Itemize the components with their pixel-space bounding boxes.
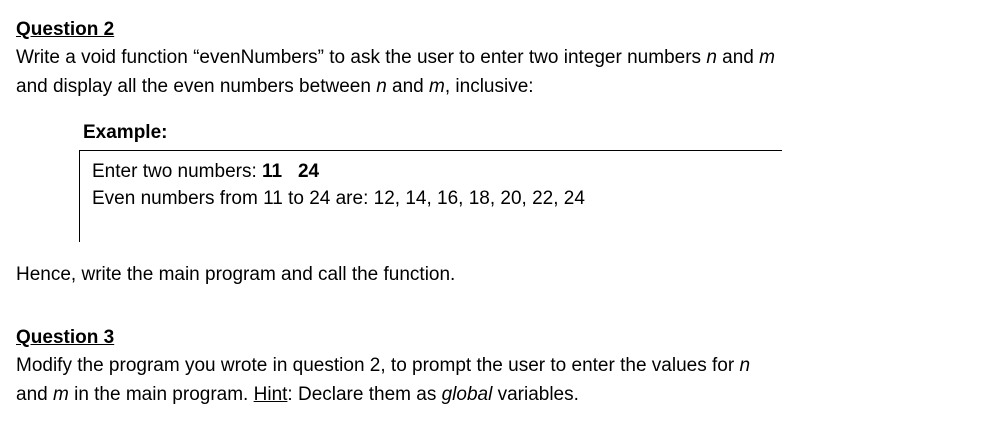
q3-text-a: Modify the program you wrote in question 2, to prompt the user to enter the values for — [16, 355, 740, 376]
q3-var-n: n — [739, 355, 751, 376]
q2-var-n: n — [706, 47, 717, 68]
q2-line1-text: Write a void function “evenNumbers” to ask the user to enter two integer numbers — [16, 47, 707, 68]
question-3-text — [16, 351, 976, 409]
example-input-value: 11 24 — [262, 161, 320, 182]
q3-text-d: : Declare them as — [287, 384, 442, 405]
example-label: Example: — [83, 122, 168, 143]
example-output-line: Even numbers from 11 to 24 are: 12, 14, 16, 18, 20, 22, 24 — [92, 188, 585, 209]
question-2-title: Question 2 — [16, 19, 115, 40]
q3-var-m: m — [52, 384, 69, 405]
q3-text-e: variables. — [492, 384, 579, 405]
q2-inclusive-text: , inclusive: — [444, 76, 534, 97]
q3-and-start: and — [16, 384, 53, 405]
hence-text: Hence, write the main program and call the function. — [16, 264, 456, 285]
q2-line2-var-m: m — [429, 76, 445, 97]
q2-and-text: and — [716, 47, 760, 68]
question-3-title: Question 3 — [16, 327, 115, 348]
hint-label: Hint — [253, 384, 288, 405]
q3-text-c: in the main program. — [68, 384, 254, 405]
q2-var-m: m — [759, 47, 775, 68]
question-2-text — [16, 43, 775, 101]
example-prompt-text: Enter two numbers: — [92, 161, 263, 182]
q2-line2-text: and display all the even numbers between — [16, 76, 377, 97]
q2-line2-var-n: n — [376, 76, 387, 97]
example-box — [79, 150, 782, 242]
q3-global-word: global — [441, 384, 493, 405]
q2-line2-and-text: and — [386, 76, 430, 97]
example-prompt-line — [92, 161, 319, 183]
